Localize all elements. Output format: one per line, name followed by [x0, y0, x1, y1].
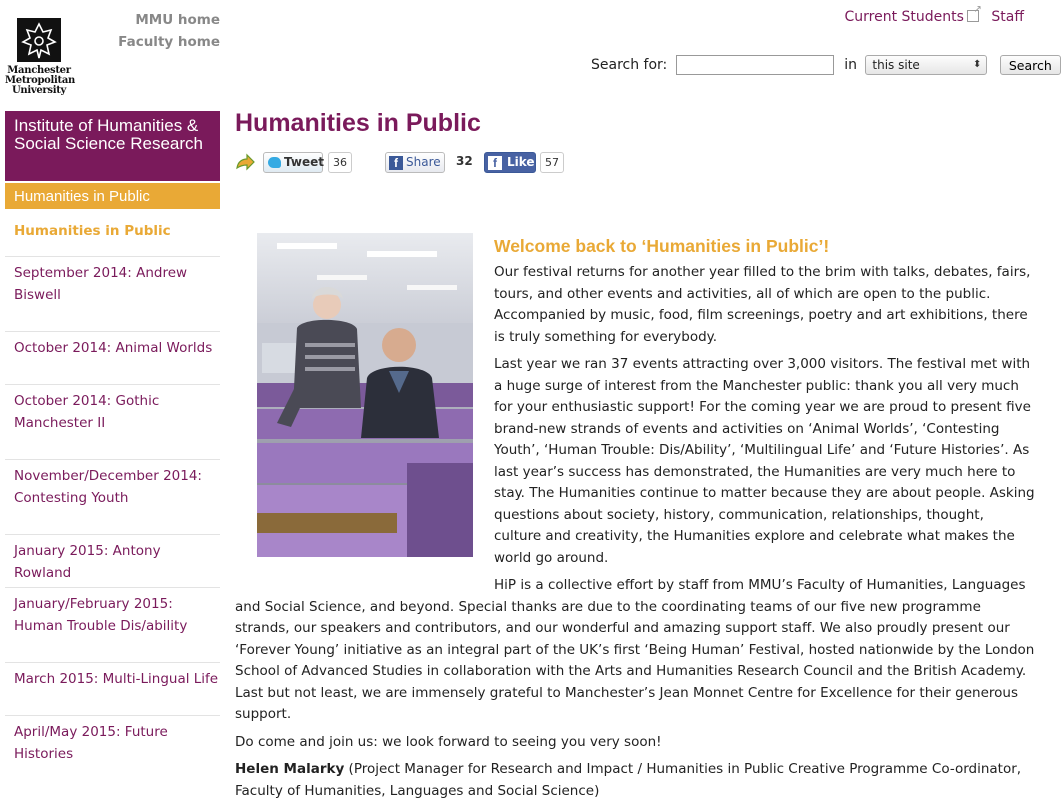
sidebar [5, 111, 220, 776]
university-name: Manchester Metropolitan University [5, 65, 76, 96]
mmu-home-link[interactable]: MMU home [135, 12, 220, 28]
share-arrow-icon[interactable] [235, 154, 255, 172]
search-scope-label: in [844, 57, 857, 73]
sidebar-item-march-2015[interactable]: March 2015: Multi-Lingual Life [5, 663, 220, 716]
like-label: Like [507, 155, 535, 169]
sidebar-item-october-2014-animal-worlds[interactable]: October 2014: Animal Worlds [5, 332, 220, 385]
facebook-like-button[interactable] [484, 152, 536, 173]
paragraph: Our festival returns for another year filled to the brim with talks, debates, fairs, tours, and other events and activities, all of which are open to the public. Accompanied by music, food, film screenings, poetry and art exhibitions, there is truly something for everybody. [494, 264, 1031, 345]
page-title: Humanities in Public [235, 109, 481, 137]
facebook-icon: f [389, 156, 403, 170]
welcome-heading: Welcome back to ‘Humanities in Public’! [494, 236, 830, 256]
article-intro [235, 234, 1035, 569]
tweet-label: Tweet [284, 155, 324, 169]
audience-links [837, 9, 1025, 25]
like-count: 57 [540, 152, 564, 173]
paragraph: HiP is a collective effort by staff from MMU’s Faculty of Humanities, Languages and Social Science, and beyond. Special thanks are due to the coordinating teams of our five new programme strands, our speakers and contributors, and our wonderful and amazing support staff. We also proudly present our ‘Forever Young’ initiative as an integral part of the UK’s first ‘Being Human’ Festival, hosted nationwide by the London School of Advanced Studies in collaboration with the Arts and Humanities Research Council and the British Academy. Last but not least, we are immensely grateful to Manchester’s Jean Monnet Centre for Excellence for their generous support. [235, 577, 1035, 722]
sidebar-item-april-may-2015[interactable]: April/May 2015: Future Histories [14, 724, 168, 762]
external-link-icon [967, 10, 979, 22]
article-body [235, 234, 1035, 808]
sidebar-item-january-february-2015[interactable]: January/February 2015: Human Trouble Dis/ability [5, 588, 220, 663]
home-links [100, 9, 220, 53]
staff-link[interactable]: Staff [991, 9, 1024, 25]
section-title[interactable]: Humanities in Public [5, 181, 220, 209]
author-credit [235, 759, 1035, 802]
facebook-icon: f [488, 156, 502, 170]
share-bar [235, 152, 615, 174]
share-count: 32 [452, 152, 477, 173]
sidebar-current-item[interactable]: Humanities in Public [5, 209, 220, 257]
paragraph: Do come and join us: we look forward to seeing you very soon! [235, 733, 662, 750]
faculty-home-link[interactable]: Faculty home [118, 34, 220, 50]
institute-title[interactable]: Institute of Humanities & Social Science Research [5, 111, 220, 181]
share-label: Share [406, 155, 441, 169]
sidebar-item-november-december-2014[interactable]: November/December 2014: Contesting Youth [5, 460, 220, 535]
author-name: Helen Malarky [235, 761, 345, 777]
sidebar-item-october-2014-gothic[interactable]: October 2014: Gothic Manchester II [5, 385, 220, 460]
university-crest-icon [17, 18, 61, 62]
author-role: (Project Manager for Research and Impact / Humanities in Public Creative Programme Co-ordinator, Faculty of Humanities, Languages and Social Science) [235, 761, 1022, 799]
current-students-label: Current Students [844, 9, 964, 25]
sidebar-item-september-2014[interactable]: September 2014: Andrew Biswell [5, 257, 220, 332]
facebook-share-button[interactable] [385, 152, 445, 173]
tweet-count: 36 [328, 152, 352, 173]
sidebar-item-january-2015[interactable]: January 2015: Antony Rowland [5, 535, 220, 588]
tweet-button[interactable] [263, 152, 323, 173]
search-input[interactable] [676, 55, 834, 75]
current-students-link[interactable] [845, 9, 979, 25]
search-scope-select[interactable]: this site ⬍ [865, 55, 987, 75]
university-logo[interactable] [5, 18, 76, 96]
search-button[interactable]: Search [1000, 55, 1061, 75]
paragraph: Last year we ran 37 events attracting over 3,000 visitors. The festival met with a huge surge of interest from the Manchester public: thank you all very much for your enthusiastic support! For the coming year we are proud to present five brand-new strands of events and activities on ‘Animal Worlds’, ‘Contesting Youth’, ‘Human Trouble: Dis/Ability’, ‘Multilingual Life’ and ‘Future Histories’. As last year’s success has demonstrated, the Humanities are very much here to stay. The Humanities continue to matter because they are about people. Asking questions about society, history, communication, relationships, thought, culture and creativity, the Humanities explore and celebrate what makes the world go around. [494, 356, 1035, 566]
twitter-bird-icon [268, 157, 281, 168]
site-search [591, 55, 1061, 75]
search-label: Search for: [591, 57, 668, 73]
